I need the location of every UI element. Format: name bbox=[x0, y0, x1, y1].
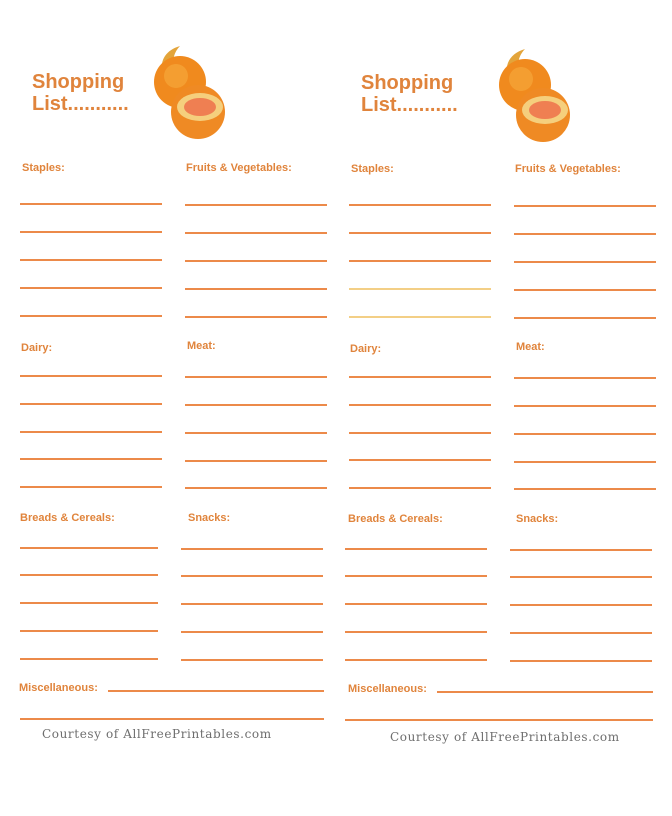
miscellaneous-line[interactable] bbox=[345, 719, 653, 721]
orange-fruit-icon bbox=[150, 42, 230, 140]
meat-line[interactable] bbox=[514, 461, 656, 463]
breads-cereals-line[interactable] bbox=[20, 630, 158, 632]
dairy-line[interactable] bbox=[349, 487, 491, 489]
courtesy-text: Courtesy of AllFreePrintables.com bbox=[390, 730, 620, 744]
fruits-vegetables-line[interactable] bbox=[185, 260, 327, 262]
fruits-vegetables-line[interactable] bbox=[514, 289, 656, 291]
meat-line[interactable] bbox=[514, 433, 656, 435]
breads-cereals-label: Breads & Cereals: bbox=[20, 512, 115, 524]
meat-label: Meat: bbox=[516, 341, 545, 353]
breads-cereals-line[interactable] bbox=[20, 658, 158, 660]
fruits-vegetables-line[interactable] bbox=[514, 233, 656, 235]
dairy-line[interactable] bbox=[20, 431, 162, 433]
title-line-2: List........... bbox=[32, 93, 129, 115]
orange-fruit-icon bbox=[495, 45, 575, 143]
snacks-label: Snacks: bbox=[188, 512, 231, 524]
staples-label: Staples: bbox=[351, 163, 394, 175]
dairy-line[interactable] bbox=[349, 459, 491, 461]
snacks-line[interactable] bbox=[181, 548, 323, 550]
fruits-vegetables-label: Fruits & Vegetables: bbox=[186, 162, 292, 174]
meat-line[interactable] bbox=[185, 487, 327, 489]
shopping-list-right bbox=[329, 0, 665, 816]
fruits-vegetables-label: Fruits & Vegetables: bbox=[515, 163, 621, 175]
meat-label: Meat: bbox=[187, 340, 216, 352]
snacks-line[interactable] bbox=[181, 631, 323, 633]
meat-line[interactable] bbox=[514, 488, 656, 490]
fruits-vegetables-line[interactable] bbox=[514, 261, 656, 263]
breads-cereals-line[interactable] bbox=[20, 602, 158, 604]
courtesy-text: Courtesy of AllFreePrintables.com bbox=[42, 727, 272, 741]
staples-line[interactable] bbox=[20, 231, 162, 233]
fruits-vegetables-line[interactable] bbox=[185, 316, 327, 318]
snacks-line[interactable] bbox=[510, 632, 652, 634]
staples-line[interactable] bbox=[349, 260, 491, 262]
staples-line[interactable] bbox=[349, 232, 491, 234]
dairy-line[interactable] bbox=[20, 458, 162, 460]
staples-line[interactable] bbox=[349, 316, 491, 318]
miscellaneous-line[interactable] bbox=[437, 691, 653, 693]
meat-line[interactable] bbox=[185, 432, 327, 434]
breads-cereals-line[interactable] bbox=[345, 631, 487, 633]
title-line-1: Shopping bbox=[32, 71, 125, 93]
staples-line[interactable] bbox=[20, 259, 162, 261]
miscellaneous-line[interactable] bbox=[108, 690, 324, 692]
meat-line[interactable] bbox=[185, 460, 327, 462]
meat-line[interactable] bbox=[514, 377, 656, 379]
snacks-line[interactable] bbox=[181, 575, 323, 577]
list-title bbox=[32, 71, 129, 115]
fruits-vegetables-line[interactable] bbox=[185, 232, 327, 234]
miscellaneous-line[interactable] bbox=[20, 718, 324, 720]
dairy-line[interactable] bbox=[20, 403, 162, 405]
breads-cereals-label: Breads & Cereals: bbox=[348, 513, 443, 525]
dairy-line[interactable] bbox=[20, 375, 162, 377]
snacks-line[interactable] bbox=[510, 576, 652, 578]
breads-cereals-line[interactable] bbox=[345, 659, 487, 661]
dairy-line[interactable] bbox=[349, 404, 491, 406]
dairy-line[interactable] bbox=[20, 486, 162, 488]
fruits-vegetables-line[interactable] bbox=[185, 204, 327, 206]
dairy-line[interactable] bbox=[349, 376, 491, 378]
snacks-line[interactable] bbox=[510, 660, 652, 662]
snacks-line[interactable] bbox=[510, 549, 652, 551]
title-line-2: List........... bbox=[361, 94, 458, 116]
staples-line[interactable] bbox=[20, 287, 162, 289]
title-line-1: Shopping bbox=[361, 72, 454, 94]
fruits-vegetables-line[interactable] bbox=[514, 205, 656, 207]
dairy-line[interactable] bbox=[349, 432, 491, 434]
snacks-label: Snacks: bbox=[516, 513, 559, 525]
breads-cereals-line[interactable] bbox=[345, 575, 487, 577]
staples-label: Staples: bbox=[22, 162, 65, 174]
staples-line[interactable] bbox=[349, 288, 491, 290]
fruits-vegetables-line[interactable] bbox=[514, 317, 656, 319]
dairy-label: Dairy: bbox=[21, 342, 53, 354]
staples-line[interactable] bbox=[349, 204, 491, 206]
staples-line[interactable] bbox=[20, 203, 162, 205]
miscellaneous-label: Miscellaneous: bbox=[348, 683, 427, 695]
fruits-vegetables-line[interactable] bbox=[185, 288, 327, 290]
list-title bbox=[361, 72, 458, 116]
meat-line[interactable] bbox=[514, 405, 656, 407]
breads-cereals-line[interactable] bbox=[345, 548, 487, 550]
meat-line[interactable] bbox=[185, 404, 327, 406]
breads-cereals-line[interactable] bbox=[20, 547, 158, 549]
breads-cereals-line[interactable] bbox=[20, 574, 158, 576]
snacks-line[interactable] bbox=[510, 604, 652, 606]
breads-cereals-line[interactable] bbox=[345, 603, 487, 605]
snacks-line[interactable] bbox=[181, 659, 323, 661]
miscellaneous-label: Miscellaneous: bbox=[19, 682, 98, 694]
dairy-label: Dairy: bbox=[350, 343, 382, 355]
staples-line[interactable] bbox=[20, 315, 162, 317]
snacks-line[interactable] bbox=[181, 603, 323, 605]
meat-line[interactable] bbox=[185, 376, 327, 378]
